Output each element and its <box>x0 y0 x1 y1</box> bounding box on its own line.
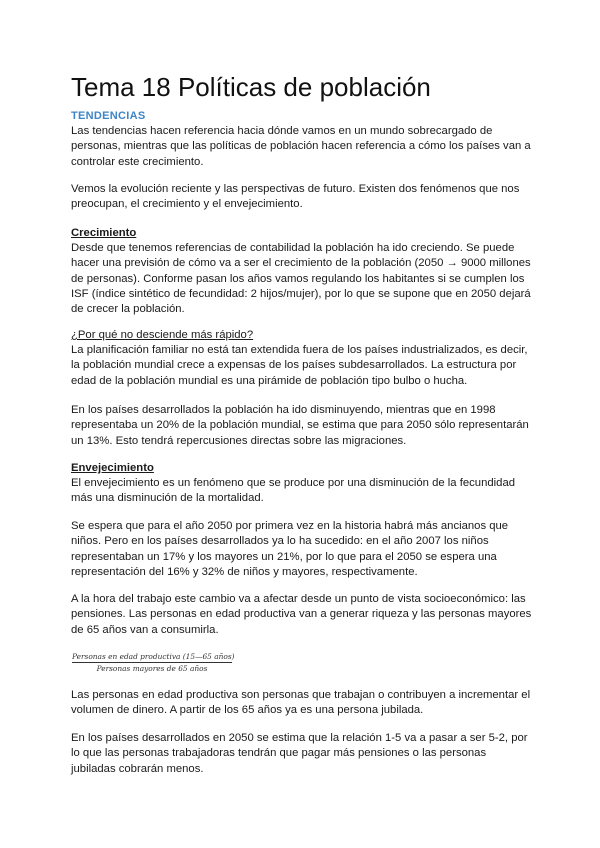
paragraph-crecimiento-1: Desde que tenemos referencias de contabilidad la población ha ido creciendo. Se puede hacer una previsión de cómo va a ser el crecimiento de la población (2050 → 9000 millones de personas). Conforme pasan los años vamos regulando los habitantes si se cumplen los ISF (índice sintético de fecundidad: 2 hijos/mujer), por lo que se supone que en 2050 dejará de crecer la población. <box>71 242 531 316</box>
pension-ratio-formula <box>72 652 235 673</box>
paragraph-envejecimiento-2: Se espera que para el año 2050 por primera vez en la historia habrá más ancianos que niños. Pero en los países desarrollados ya lo ha sucedido: en el año 2007 los niños representaban un 17% y los mayores un 21%, por lo que para el 2050 se espera una representación del 16% y 32% de niños y mayores, respectivamente. <box>71 520 509 578</box>
paragraph-envejecimiento-1: El envejecimiento es un fenómeno que se produce por una disminución de la fecundidad más una disminución de la mortalidad. <box>71 477 516 505</box>
section-heading-crecimiento: Crecimiento <box>71 227 137 239</box>
paragraph-crecimiento-2: La planificación familiar no está tan extendida fuera de los países industrializados, es decir, la población mundial crece a expensas de los países subdesarrollados. La estructura por edad de la población mundial es una pirámide de población tipo bulbo o hucha. <box>71 344 528 387</box>
paragraph-tendencias-1: Las tendencias hacen referencia hacia dónde vamos en un mundo sobrecargado de personas, mientras que las políticas de población hacen referencia a cómo los países van a controlar este crecimiento. <box>71 125 531 168</box>
formula-numerator: Personas en edad productiva (15—65 años) <box>72 652 235 661</box>
section-heading-tendencias: TENDENCIAS <box>71 110 146 122</box>
paragraph-envejecimiento-5: En los países desarrollados en 2050 se estima que la relación 1-5 va a pasar a ser 5-2, por lo que las personas trabajadoras tendrán que pagar más pensiones o las personas jubiladas cobrarán menos. <box>71 732 528 775</box>
paragraph-tendencias-2: Vemos la evolución reciente y las perspectivas de futuro. Existen dos fenómenos que nos preocupan, el crecimiento y el envejecimiento. <box>71 183 520 211</box>
formula-denominator: Personas mayores de 65 años <box>96 664 208 673</box>
section-heading-envejecimiento: Envejecimiento <box>71 462 154 474</box>
paragraph-crecimiento-3: En los países desarrollados la población ha ido disminuyendo, mientras que en 1998 representaba un 20% de la población mundial, se estima que para 2050 sólo representarán un 13%. Esto tendrá repercusiones directas sobre las migraciones. <box>71 404 529 447</box>
paragraph-envejecimiento-3: A la hora del trabajo este cambio va a afectar desde un punto de vista socioeconómico: las pensiones. Las personas en edad productiva van a generar riqueza y las personas mayores de 65 años van a consumirla. <box>71 593 532 636</box>
paragraph-envejecimiento-4: Las personas en edad productiva son personas que trabajan o contribuyen a incrementar el volumen de dinero. A partir de los 65 años ya es una persona jubilada. <box>71 689 531 717</box>
subheading-por-que: ¿Por qué no desciende más rápido? <box>71 329 254 341</box>
page-title: Tema 18 Políticas de población <box>71 72 431 102</box>
